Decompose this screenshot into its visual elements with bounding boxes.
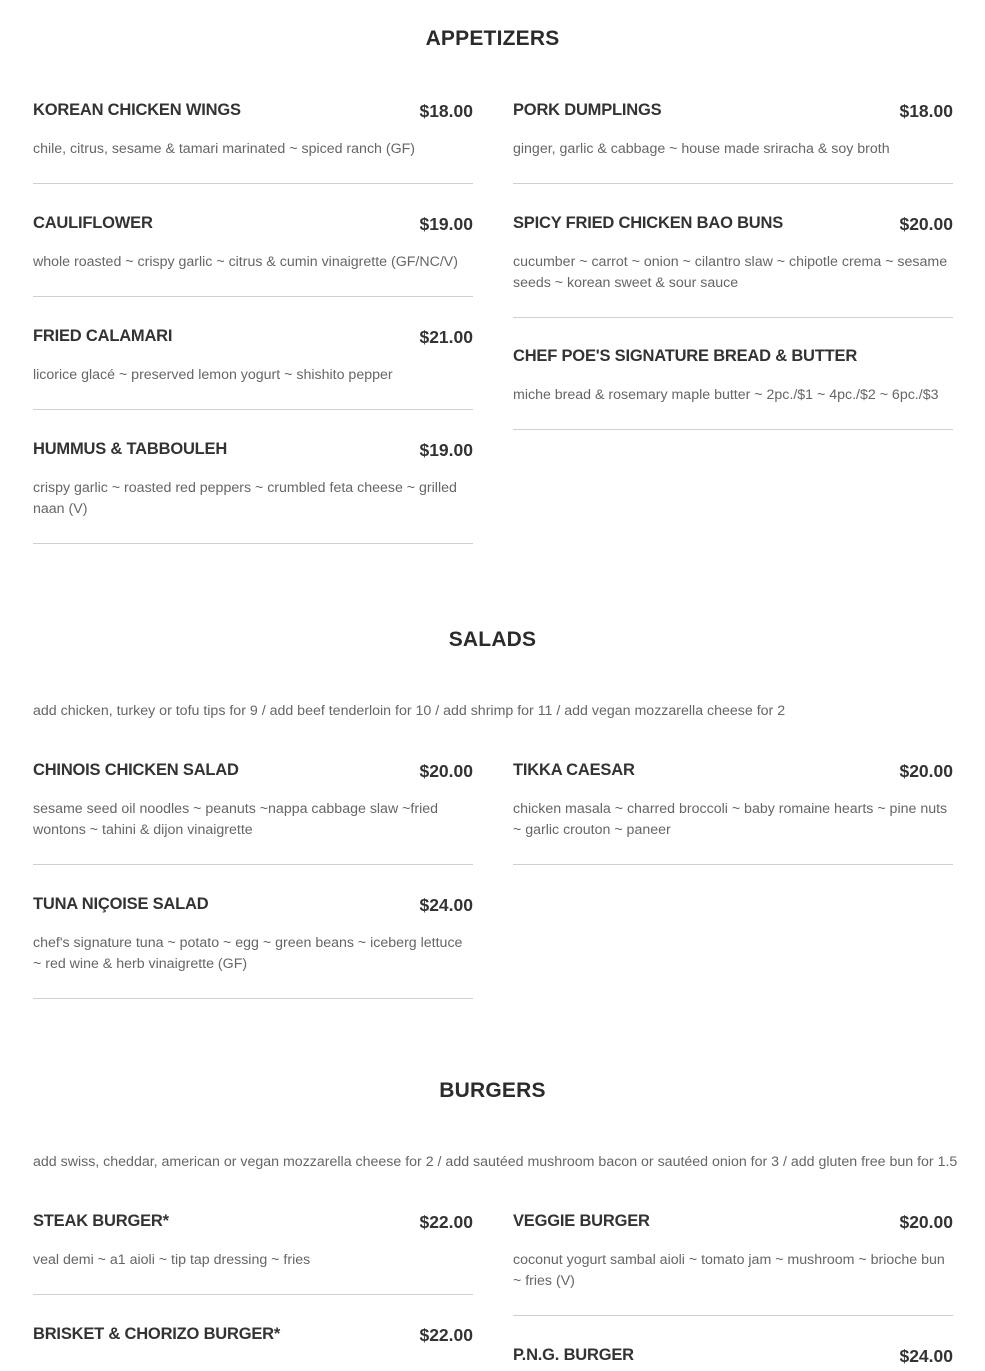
item-name: STEAK BURGER*: [33, 1212, 169, 1230]
item-divider: [33, 183, 473, 184]
menu-item: [33, 895, 473, 975]
menu-item: [33, 761, 473, 841]
item-description: chicken masala ~ charred broccoli ~ baby romaine hearts ~ pine nuts ~ garlic crouton ~ paneer: [513, 801, 948, 838]
item-name: CAULIFLOWER: [33, 214, 153, 232]
item-price: $22.00: [419, 1325, 473, 1345]
item-description: chef's signature tuna ~ potato ~ egg ~ green beans ~ iceberg lettuce ~ red wine & herb vinaigrette (GF): [33, 935, 463, 972]
item-price: $20.00: [899, 761, 953, 781]
section-note-burgers: add swiss, cheddar, american or vegan mozzarella cheese for 2 / add sautéed mushroom bacon or sautéed onion for 3 / add gluten free bun for 1.5: [33, 1154, 958, 1170]
item-divider: [33, 998, 473, 999]
menu-item: [33, 214, 473, 273]
item-divider: [513, 317, 953, 318]
menu-item: [33, 440, 473, 520]
item-description: ginger, garlic & cabbage ~ house made sriracha & soy broth: [513, 141, 890, 157]
item-price: $21.00: [419, 327, 473, 347]
item-description: licorice glacé ~ preserved lemon yogurt ~ shishito pepper: [33, 367, 393, 383]
menu-item: [513, 761, 953, 841]
item-divider: [513, 1315, 953, 1316]
menu-item: [33, 1212, 473, 1271]
item-divider: [33, 1294, 473, 1295]
menu-item: [513, 347, 953, 406]
item-price: $20.00: [899, 1212, 953, 1232]
item-price: $19.00: [419, 214, 473, 234]
item-name: HUMMUS & TABBOULEH: [33, 440, 228, 458]
item-price: $19.00: [419, 440, 473, 460]
item-divider: [33, 543, 473, 544]
item-description: coconut yogurt sambal aioli ~ tomato jam ~ mushroom ~ brioche bun ~ fries (V): [513, 1252, 945, 1289]
item-name: CHEF POE'S SIGNATURE BREAD & BUTTER: [513, 347, 858, 365]
section-title-burgers: BURGERS: [439, 1079, 546, 1102]
item-divider: [513, 183, 953, 184]
item-name: TUNA NIÇOISE SALAD: [33, 895, 209, 913]
item-name: KOREAN CHICKEN WINGS: [33, 101, 241, 119]
menu-item: [513, 1212, 953, 1292]
item-description: cucumber ~ carrot ~ onion ~ cilantro slaw ~ chipotle crema ~ sesame seeds ~ korean sweet & sour sauce: [513, 254, 948, 291]
item-description: miche bread & rosemary maple butter ~ 2pc./$1 ~ 4pc./$2 ~ 6pc./$3: [513, 387, 939, 403]
section-note-salads: add chicken, turkey or tofu tips for 9 / add beef tenderloin for 10 / add shrimp for 11 / add vegan mozzarella cheese for 2: [33, 703, 786, 719]
item-divider: [33, 296, 473, 297]
section-title-salads: SALADS: [448, 628, 537, 651]
menu-item: [33, 101, 473, 160]
item-name: TIKKA CAESAR: [513, 761, 635, 779]
item-divider: [33, 864, 473, 865]
item-name: P.N.G. BURGER: [513, 1346, 634, 1364]
item-description: sesame seed oil noodles ~ peanuts ~nappa cabbage slaw ~fried wontons ~ tahini & dijon vinaigrette: [33, 801, 439, 838]
item-name: VEGGIE BURGER: [513, 1212, 650, 1230]
menu-item: [513, 214, 953, 294]
item-price: $22.00: [419, 1212, 473, 1232]
menu-item: [513, 1346, 953, 1370]
item-price: $18.00: [419, 101, 473, 121]
item-divider: [33, 409, 473, 410]
item-price: $20.00: [899, 214, 953, 234]
section-title-appetizers: APPETIZERS: [425, 27, 560, 50]
item-description: veal demi ~ a1 aioli ~ tip tap dressing ~ fries: [33, 1252, 311, 1268]
item-name: CHINOIS CHICKEN SALAD: [33, 761, 239, 779]
item-name: BRISKET & CHORIZO BURGER*: [33, 1325, 281, 1343]
menu-item: [33, 327, 473, 386]
menu-item: [33, 1325, 473, 1349]
item-divider: [513, 429, 953, 430]
item-description: crispy garlic ~ roasted red peppers ~ crumbled feta cheese ~ grilled naan (V): [33, 480, 457, 517]
item-description: whole roasted ~ crispy garlic ~ citrus & cumin vinaigrette (GF/NC/V): [33, 254, 458, 270]
item-price: $24.00: [419, 895, 473, 915]
item-divider: [513, 864, 953, 865]
item-price: $18.00: [899, 101, 953, 121]
menu-item: [513, 101, 953, 160]
item-price: $20.00: [419, 761, 473, 781]
item-price: $24.00: [899, 1346, 953, 1366]
item-name: PORK DUMPLINGS: [513, 101, 662, 119]
item-name: FRIED CALAMARI: [33, 327, 173, 345]
item-name: SPICY FRIED CHICKEN BAO BUNS: [513, 214, 784, 232]
item-description: chile, citrus, sesame & tamari marinated ~ spiced ranch (GF): [33, 141, 416, 157]
